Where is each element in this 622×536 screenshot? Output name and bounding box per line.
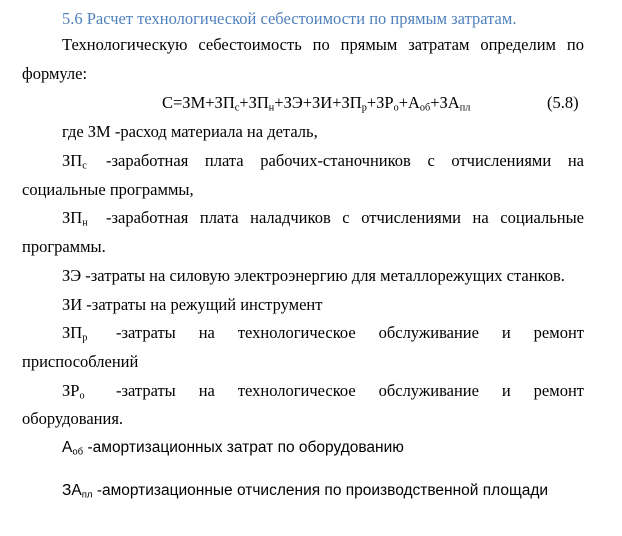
section-heading: 5.6 Расчет технологической себестоимости по прямым затратам.	[62, 9, 517, 28]
def-zapl: $ЗА_{пл}$ -амортизационные отчисления по производственной площади	[62, 482, 549, 501]
def-zm: где ЗМ -расход материала на деталь,	[62, 122, 318, 141]
def-zpc-line-1: $ЗП_с$ -заработная плата рабочих-станочников с отчислениями на	[62, 151, 584, 172]
formula-number: (5.8)	[547, 93, 579, 112]
def-zpn-line-2: программы.	[22, 237, 106, 256]
def-zi: ЗИ -затраты на режущий инструмент	[62, 295, 323, 314]
intro-line-1: Технологическую себестоимость по прямым затратам определим по	[62, 35, 584, 54]
def-zro-line-2: оборудования.	[22, 409, 124, 428]
cost-formula: $С=ЗМ+ЗП_с+ЗП_н+ЗЭ+ЗИ+ЗП_р+ЗР_о+А_{об}+ЗА_{пл}$	[162, 93, 471, 114]
intro-line-2: формуле:	[22, 64, 88, 83]
def-zpr-line-1: $ЗП_р$ -затраты на технологическое обслуживание и ремонт	[62, 323, 584, 344]
def-zro-line-1: $ЗР_о$ -затраты на технологическое обслуживание и ремонт	[62, 381, 584, 402]
def-ze: ЗЭ -затраты на силовую электроэнергию для металлорежущих станков.	[62, 266, 565, 285]
def-zpc-line-2: социальные программы,	[22, 180, 194, 199]
def-zpn-line-1: $ЗП_н$ -заработная плата наладчиков с отчислениями на социальные	[62, 208, 584, 229]
def-aob: $А_{об}$ -амортизационных затрат по оборудованию	[62, 439, 404, 458]
def-zpr-line-2: приспособлений	[22, 352, 139, 371]
